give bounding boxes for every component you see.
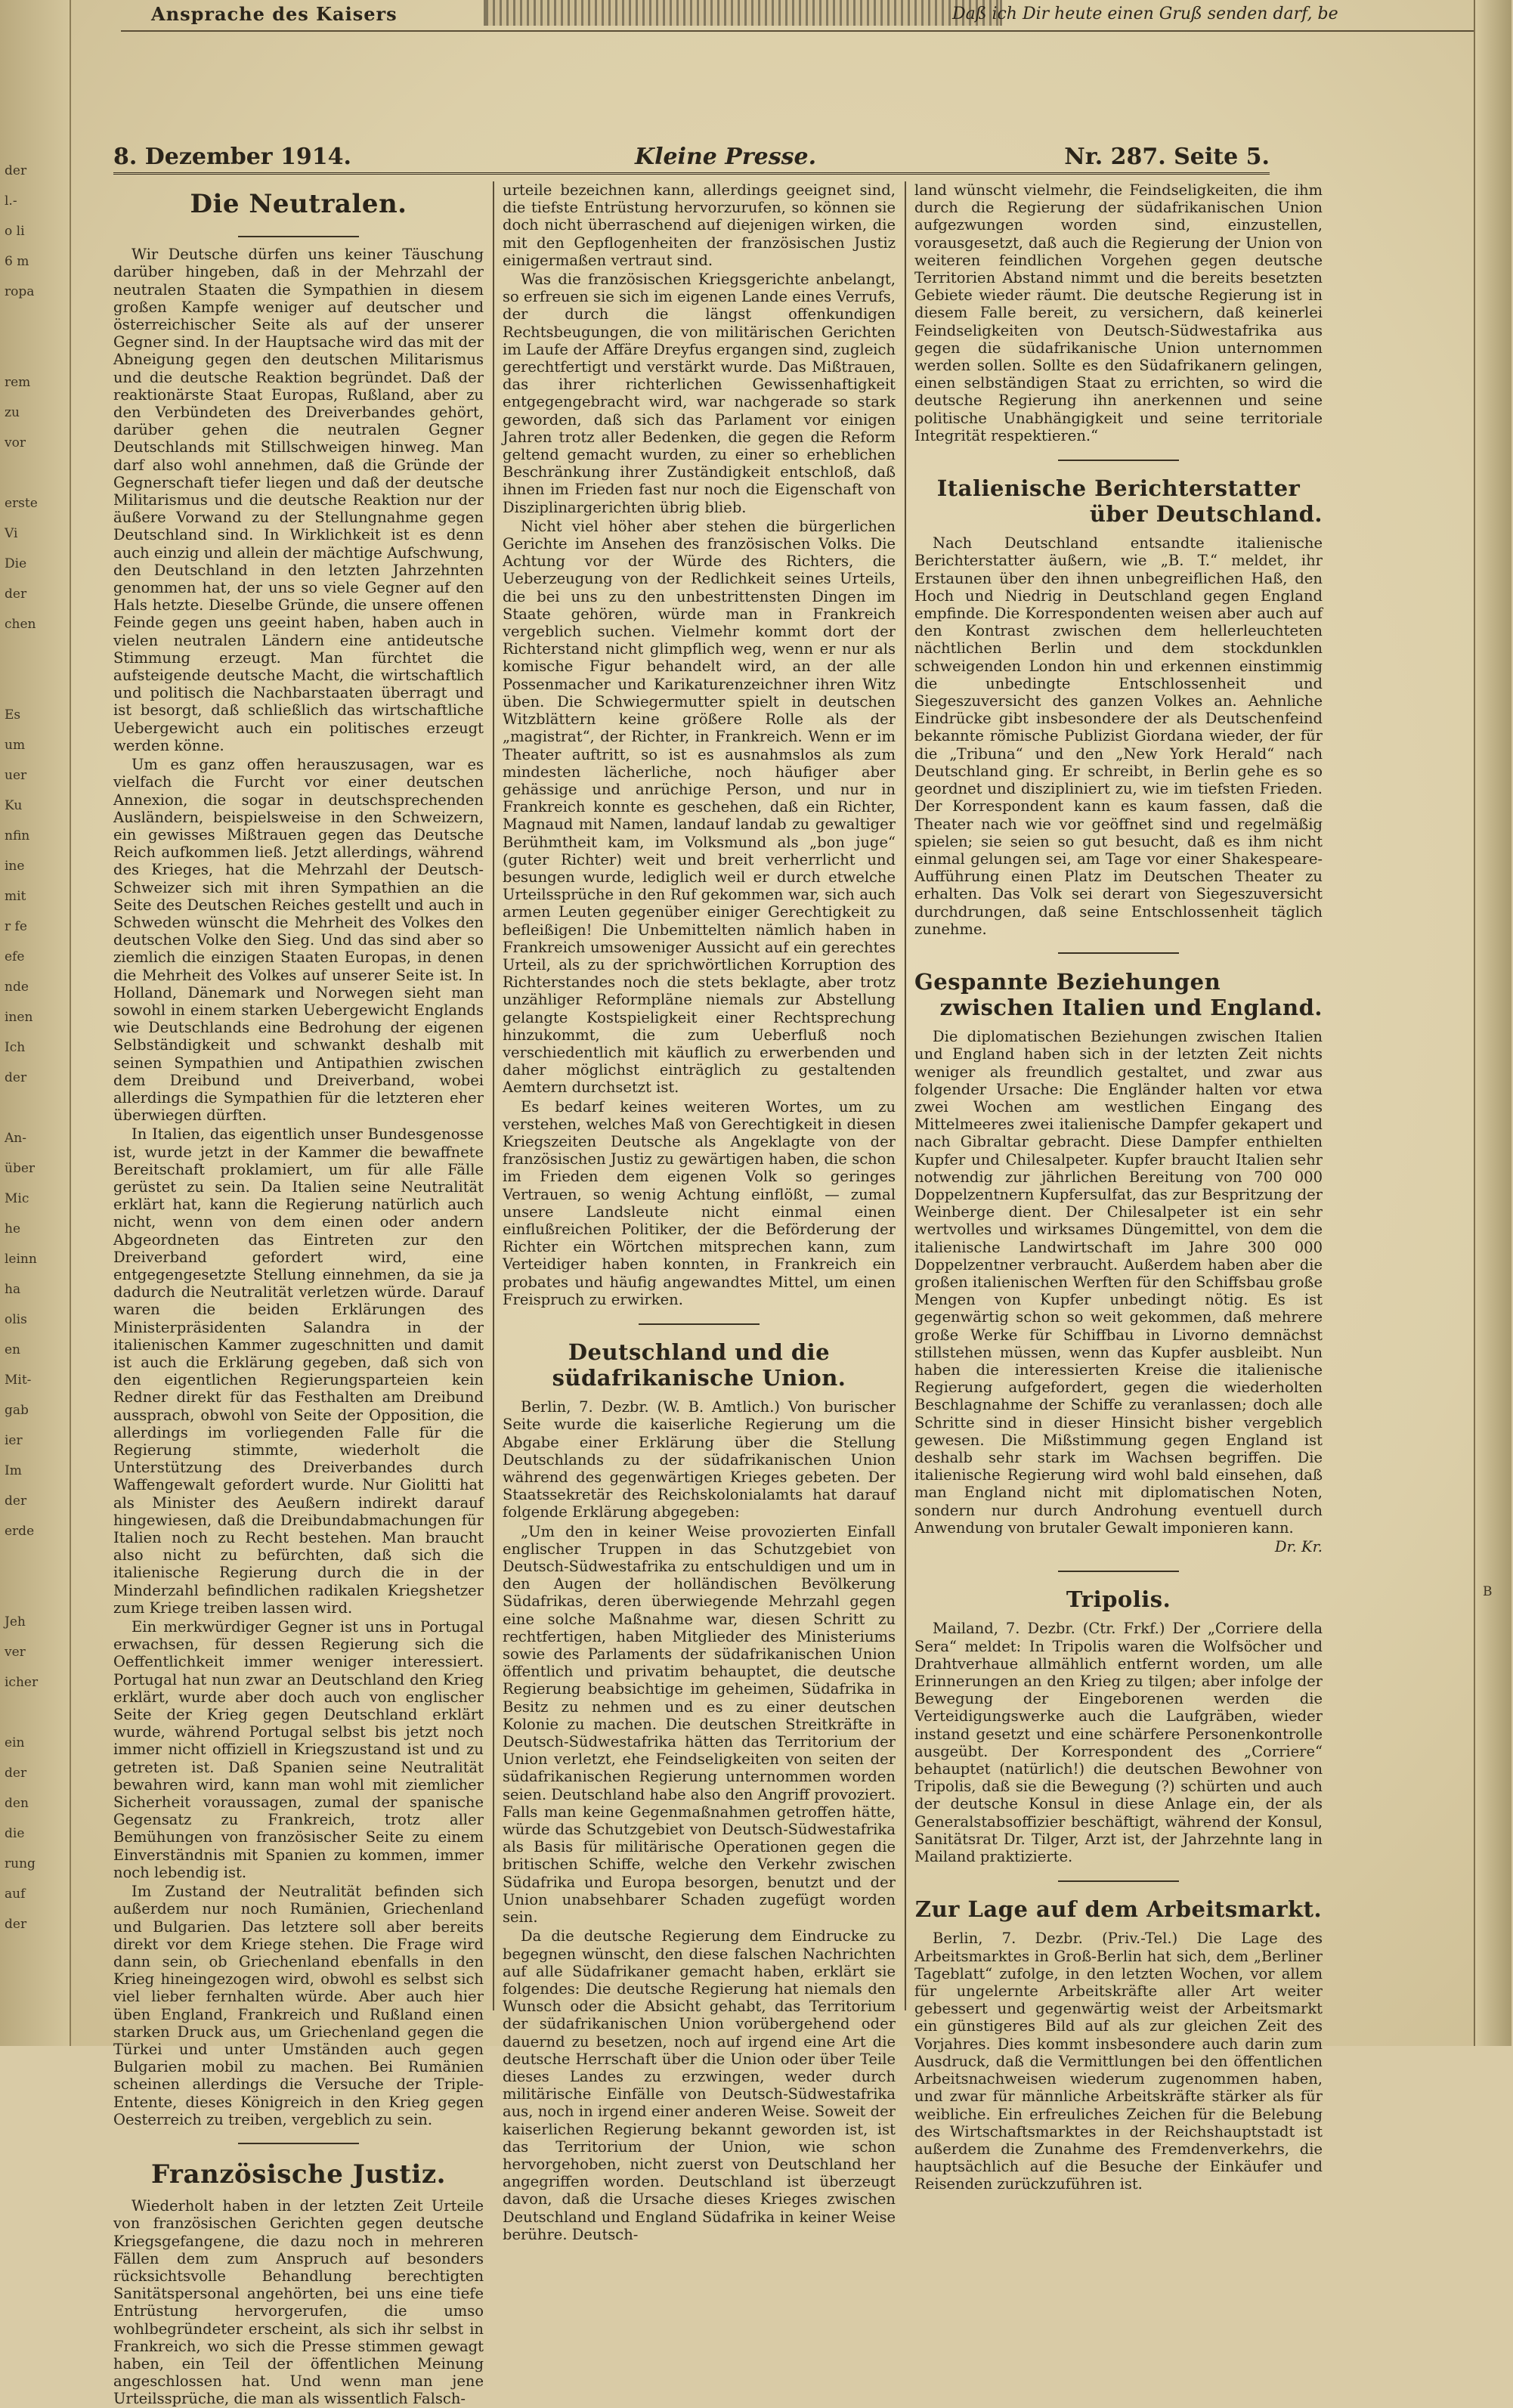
article-signature: Dr. Kr. xyxy=(1274,1538,1323,1556)
edge-text-fragment: rem xyxy=(5,375,31,390)
issue-date: 8. Dezember 1914. xyxy=(113,144,351,170)
article-headline-neutrals: Die Neutralen. xyxy=(190,189,407,219)
column-1 xyxy=(113,181,484,2408)
edge-text-fragment: Mit- xyxy=(5,1373,32,1388)
edge-text-fragment: Die xyxy=(5,556,27,571)
edge-text-fragment: olis xyxy=(5,1312,27,1327)
edge-text-fragment: leinn xyxy=(5,1252,37,1267)
headline-rule xyxy=(113,227,484,244)
edge-text-fragment: ver xyxy=(5,1645,26,1660)
edge-text-fragment: die xyxy=(5,1826,25,1841)
article-paragraph: Nicht viel höher aber stehen die bürgerlichen Gerichte im Ansehen des französischen Volks. Die Achtung vor der Würde des Richters, die Ueberzeugung von der Redlichkeit seines Urteils, die bei uns zu den unbestrittensten Dingen im Staate gehören, würde man in Frankreich vergeblich suchen. Vielmehr kommt dort der Richterstand nicht glimpflich weg, wenn er nur als komische Figur behandelt wird, an der alle Possenmacher und Karikaturenzeichner ihren Witz üben. Die Schwiegermutter spielt in deutschen Witzblättern keine größere Rolle als der „magistrat“, der Richter, in Frankreich. Wenn er im Theater auftritt, so ist es ausnahmslos als zum mindesten lächerliche, noch häufiger aber gehässige und anrüchige Person, und nur in Frankreich konnte es geschehen, daß ein Richter, Magnaud mit Namen, landauf landab zu gewaltiger Berühmtheit kam, im Volksmund als „bon juge“ (guter Richter) weit und breit verherrlicht und besungen wurde, lediglich weil er durch etwelche Urteilssprüche in den Ruf gekommen war, sich auch armen Leuten gegenüber einiger Gerechtigkeit zu befleißigen! Die Unbemittelten nämlich haben in Frankreich umsoweniger Aussicht auf ein gerechtes Urteil, als zu der sprichwörtlichen Korruption des Richterstandes noch die stets beklagte, aber trotz unzähliger Reformpläne niemals zur Abstellung gelangte Kostspieligkeit einer Rechtsprechung hinzukommt, die zum Ueberfluß noch verschiedentlich mit käuflich zu erwerbenden und daher möglichst einträglich zu gestaltenden Aemtern durchsetzt ist. xyxy=(503,517,896,1097)
column-2 xyxy=(503,181,896,2243)
edge-text-fragment: ein xyxy=(5,1735,25,1750)
edge-text-fragment: auf xyxy=(5,1886,26,1902)
edge-text-fragment: rung xyxy=(5,1856,36,1871)
top-illustration-fragment xyxy=(484,0,1002,26)
edge-text-fragment: ier xyxy=(5,1433,23,1448)
article-paragraph: urteile bezeichnen kann, allerdings geeignet sind, die tiefste Entrüstung hervorzurufen, so können sie doch nicht überraschend auf diejenigen wirken, die mit den Gepflogenheiten der französischen Justiz einigermaßen vertraut sind. xyxy=(503,181,896,269)
edge-text-fragment: erste xyxy=(5,496,38,511)
article-paragraph: Die diplomatischen Beziehungen zwischen Italien und England haben sich in der letzten Zeit nichts weniger als freundlich gestaltet, und zwar aus folgender Ursache: Die Engländer halten vor etwa zwei Wochen am westlichen Eingang des Mittelmeeres zwei italienische Dampfer gekapert und nach Gibraltar gebracht. Diese Dampfer enthielten Kupfer und Chilesalpeter. Kupfer braucht Italien sehr notwendig zur jährlichen Bereitung von 700 000 Doppelzentnern Kupfersulfat, das zur Bespritzung der Weinberge dient. Der Chilesalpeter ist ein sehr wertvolles und wirksames Düngemittel, von dem die italienische Landwirtschaft im Jahre 300 000 Doppelzentner verbraucht. Außerdem haben aber die großen italienischen Werften für den Schiffsbau große Mengen von Kupfer unbedingt nötig. Es ist gegenwärtig schon so weit gekommen, daß mehrere große Werke für Schiffbau in Livorno demnächst stillstehen müssen, wenn das Kupfer ausbleibt. Nun haben die interessierten Kreise die italienische Regierung aufgefordert, gegen die wiederholten Beschlagnahme der Schiffe zu veranlassen; doch alle Schritte sind in dieser Hinsicht bisher vergeblich gewesen. Die Mißstimmung gegen England ist deshalb sehr stark im Wachsen begriffen. Die italienische Regierung wird wohl bald einsehen, daß man England nicht mit diplomatischen Noten, sondern nur durch Androhung eventuell durch Anwendung von brutaler Gewalt imponieren kann. xyxy=(914,1028,1323,1537)
edge-text-fragment: icher xyxy=(5,1675,39,1690)
edge-text-fragment: nfin xyxy=(5,828,30,843)
edge-text-fragment: Im xyxy=(5,1463,22,1478)
section-rule xyxy=(914,1871,1323,1889)
edge-text-fragment: um xyxy=(5,738,26,753)
edge-text-fragment: Mic xyxy=(5,1191,29,1206)
article-headline-italian-reporters xyxy=(914,475,1323,501)
edge-text-fragment: ha xyxy=(5,1282,21,1297)
edge-text-fragment: der xyxy=(5,163,27,178)
article-headline-south-african-union: Deutschland und die südafrikanische Union. xyxy=(552,1339,846,1391)
article-headline-tripolis: Tripolis. xyxy=(1066,1586,1171,1613)
article-paragraph: Berlin, 7. Dezbr. (Priv.-Tel.) Die Lage des Arbeitsmarktes in Groß-Berlin hat sich, dem „Berliner Tageblatt“ zufolge, in den letzten Wochen, vor allem für ungelernte Arbeitskräfte aller Art weiter gebessert und gegenwärtig weist der Arbeitsmarkt ein günstigeres Bild auf als zur gleichen Zeit des Vorjahres. Dies kommt insbesondere auch darin zum Ausdruck, daß die Vermittlungen bei den öffentlichen Arbeitsnachweisen wiederum zugenommen haben, und zwar für männliche Arbeitskräfte stärker als für weibliche. Ein erfreuliches Zeichen für die Belebung des Wirtschaftsmarktes in der Reichshauptstadt ist außerdem die Zunahme des Fremdenverkehrs, die hauptsächlich auf die Besuche der Einkäufer und Reisenden zurückzuführen ist. xyxy=(914,1930,1323,2193)
article-paragraph: In Italien, das eigentlich unser Bundesgenosse ist, wurde jetzt in der Kammer die bewaffnete Bereitschaft proklamiert, um für alle Fälle gerüstet zu sein. Da Italien seine Neutralität erklärt hat, kann die Regierung natürlich auch nicht, wenn von dem einen oder andern Abgeordneten das Eintreten zur den Dreiverband gefordert wird, eine entgegengesetzte Stellung einnehmen, da sie ja dadurch die Neutralität verletzen würde. Darauf waren die beiden Erklärungen des Ministerpräsidenten Salandra in der italienischen Kammer zugeschnitten und damit ist auch die Erklärung gegeben, daß sich von den eigentlichen Regierungsparteien kein Redner direkt für das Festhalten am Dreibund aussprach, obwohl von Seite der Opposition, die allerdings im vorliegenden Falle für die Regierung stimmte, wiederholt die Unterstützung des Dreiverbandes durch Waffengewalt gefordert wurde. Nur Giolitti hat als Minister des Aeußern indirekt darauf hingewiesen, daß die Dreibundabmachungen für Italien noch zu Recht bestehen. Man braucht also nicht zu befürchten, daß sich die italienische Regierung durch die in der Minderzahl befindlichen radikalen Kriegshetzer zum Kriege treiben lassen wird. xyxy=(113,1125,484,1617)
top-left-caption: Ansprache des Kaisers xyxy=(151,3,398,25)
article-headline-italy-england-2 xyxy=(914,995,1323,1020)
edge-text-fragment: uer xyxy=(5,768,27,783)
article-paragraph: Nach Deutschland entsandte italienische Berichterstatter äußern, wie „B. T.“ meldet, ihr Erstaunen über den ihnen unbegreiflichen Haß, den Hoch und Niedrig in Deutschland gegen England empfinde. Die Korrespondenten weisen aber auch auf den Kontrast zwischen dem hellerleuchteten nächtlichen Berlin und dem stockdunklen schweigenden London hin und erkennen einstimmig die unbedingte Entschlossenheit und Siegeszuversicht des ganzen Volkes an. Aehnliche Eindrücke gibt insbesondere der als Deutschenfeind bekannte römische Publizist Giordana wieder, der für die „Tribuna“ und den „New York Herald“ nach Deutschland ging. Er schreibt, in Berlin gehe es so geordnet und diszipliniert zu, wie im tiefsten Frieden. Der Korrespondent kann es kaum fassen, daß die Theater nach wie vor geöffnet sind und regelmäßig spielen; sie seien so gut besucht, daß es ihm nicht einmal gelungen sei, am Tage vor einer Shakespeare-Aufführung einen Platz im Deutschen Theater zu erhalten. Das Volk sei derart von Siegeszuversicht durchdrungen, daß seine Entschlossenheit täglich zunehme. xyxy=(914,534,1323,938)
section-rule xyxy=(914,944,1323,961)
newspaper-title: Kleine Presse. xyxy=(635,144,817,170)
edge-text-fragment: Vi xyxy=(5,526,18,541)
edge-text-fragment: Ich xyxy=(5,1040,26,1055)
section-rule xyxy=(503,1314,896,1332)
section-rule xyxy=(914,450,1323,468)
column-rule xyxy=(905,181,906,2010)
edge-text-fragment: chen xyxy=(5,617,36,632)
article-paragraph: „Um den in keiner Weise provozierten Einfall englischer Truppen in das Schutzgebiet von Deutsch-Südwestafrika zu entschuldigen und um in den Augen der holländischen Bevölkerung Südafrikas, deren überwiegende Mehrzahl gegen eine solche Maßnahme war, diesen Schritt zu rechtfertigen, haben Mitglieder des Ministeriums sowie des Parlaments der südafrikanischen Union öffentlich und privatim behauptet, die deutsche Regierung beabsichtige im geheimen, Südafrika in Besitz zu nehmen und es zu einer deutschen Kolonie zu machen. Die deutschen Streitkräfte in Deutsch-Südwestafrika hätten das Territorium der Union verletzt, ehe Feindseligkeiten von seiten der südafrikanischen Regierung unternommen worden seien. Deutschland habe also den Angriff provoziert. Falls man keine Gegenmaßnahmen getroffen hätte, würde das Schutzgebiet von Deutsch-Südwestafrika als Basis für militärische Operationen gegen die britischen Schiffe, welche den Verkehr zwischen Südafrika und Europa besorgen, benutzt und der Union unabsehbarer Schaden zugefügt worden sein. xyxy=(503,1522,896,1927)
headline-line-2: über Deutschland. xyxy=(1089,501,1323,528)
article-headline-italian-reporters-2 xyxy=(914,501,1323,527)
edge-text-fragment: der xyxy=(5,1766,27,1781)
top-right-caption: Daß ich Dir heute einen Gruß senden darf, be xyxy=(952,5,1338,23)
edge-text-fragment: vor xyxy=(5,435,26,450)
article-paragraph: Wir Deutsche dürfen uns keiner Täuschung darüber hingeben, daß in der Mehrzahl der neutralen Staaten die Sympathien in diesem großen Kampfe weniger auf deutscher und österreichischer Seite als auf der unserer Gegner sind. In der Hauptsache wird das mit der Abneigung gegen den deutschen Militarismus und die deutsche Reaktion begründet. Daß der reaktionärste Staat Europas, Rußland, aber zu den Verbündeten des Dreiverbandes gehört, darüber gehen die neutralen Gegner Deutschlands mit Stillschweigen hinweg. Man darf also wohl annehmen, daß die Gründe der Gegnerschaft tiefer liegen und daß der deutsche Militarismus und die deutsche Reaktion nur der äußere Vorwand zu der Stellungnahme gegen Deutschland sind. In Wirklichkeit ist es denn auch einzig und allein der mächtige Aufschwung, den Deutschland in den letzten Jahrzehnten genommen hat, der uns so viele Gegner auf den Hals hetzte. Dieselbe Gründe, die unsere offenen Feinde gegen uns geeint haben, haben auch in vielen neutralen Ländern eine antideutsche Stimmung erzeugt. Man fürchtet die aufsteigende deutsche Macht, die wirtschaftlich und politisch die Nachbarstaaten überragt und ist besorgt, daß schließlich das wirtschaftliche Uebergewicht auch ein politisches erzeugt werden könne. xyxy=(113,246,484,754)
edge-text-fragment: r fe xyxy=(5,919,27,934)
article-paragraph: Um es ganz offen herauszusagen, war es vielfach die Furcht vor einer deutschen Annexion, die sogar in deutschsprechenden Ausländern, beispielsweise in den Schweizern, ein gewisses Mißtrauen gegen das Deutsche Reich aufkommen ließ. Jetzt allerdings, während des Krieges, hat die Mehrzahl der Deutsch-Schweizer sich mit ihren Sympathien an die Seite des Deutschen Reiches gestellt und auch in Schweden wünscht die Mehrheit des Volkes den deutschen Volke den Sieg. Und das sind aber so ziemlich die einzigen Staaten Europas, in denen die Mehrheit des Volkes auf unserer Seite ist. In Holland, Dänemark und Norwegen sieht man sowohl in einem starken Uebergewicht Englands wie Deutschlands eine Bedrohung der eigenen Selbständigkeit und schwankt deshalb mit seinen Sympathien und Antipathien zwischen dem Dreibund und Dreiverband, wobei allerdings die Sympathien für die letzteren eher überwiegen dürften. xyxy=(113,756,484,1125)
page-masthead xyxy=(113,142,1270,175)
headline-line-1: Italienische Berichterstatter xyxy=(936,475,1301,502)
right-page-edge xyxy=(1474,0,1511,2046)
edge-text-fragment: ine xyxy=(5,859,25,874)
article-paragraph: Es bedarf keines weiteren Wortes, um zu verstehen, welches Maß von Gerechtigkeit in diesen Kriegszeiten Deutsche als Angeklagte von der französischen Justiz zu gewärtigen haben, die schon im Frieden dem eigenen Volk so geringes Vertrauen, so wenig Achtung einflößt, — zumal unsere Landsleute nicht einmal einen einflußreichen Politiker, der die Beförderung der Richter ein Wörtchen mitsprechen kann, zum Verteidiger haben konnten, in Frankreich ein probates und häufig angewandtes Mittel, um einen Freispruch zu erwirken. xyxy=(503,1097,896,1308)
article-headline-italy-england xyxy=(914,969,1323,995)
article-headline-labor-market: Zur Lage auf dem Arbeitsmarkt. xyxy=(914,1896,1323,1923)
top-strip-previous-page xyxy=(121,0,1474,32)
section-rule xyxy=(113,2134,484,2152)
edge-text-fragment: en xyxy=(5,1342,21,1357)
edge-text-fragment: Ku xyxy=(5,798,23,813)
article-paragraph: Berlin, 7. Dezbr. (W. B. Amtlich.) Von burischer Seite wurde die kaiserliche Regierung um die Abgabe einer Erklärung über die Stellung Deutschlands zu der südafrikanischen Union während des gegenwärtigen Krieges gebeten. Der Staatssekretär des Reichskolonialamts hat darauf folgende Erklärung abgegeben: xyxy=(503,1398,896,1521)
edge-text-fragment: An- xyxy=(5,1131,26,1146)
edge-text-fragment: B xyxy=(1483,1584,1493,1599)
article-paragraph: Da die deutsche Regierung dem Eindrucke zu begegnen wünscht, den diese falschen Nachrichten auf alle Südafrikaner gemacht haben, erklärt sie folgendes: Die deutsche Regierung hat niemals den Wunsch oder die Absicht gehabt, das Territorium der südafrikanischen Union vorübergehend oder dauernd zu besetzen, noch auf irgend eine Art die deutsche Herrschaft über die Union oder über Teile dieses Landes zu erzwingen, weder durch militärische Einfälle von Deutsch-Südwestafrika aus, noch in irgend einer anderen Weise. Soweit der kaiserlichen Regierung bekannt geworden ist, ist das Territorium der Union, wie schon hervorgehoben, nicht zuerst von Deutschland her angegriffen worden. Deutschland ist überzeugt davon, daß die Ursache dieses Krieges zwischen Deutschland und England Südafrika in keiner Weise berühre. Deutsch- xyxy=(503,1927,896,2243)
article-headline-french-justice: Französische Justiz. xyxy=(151,2159,446,2190)
headline-line-1: Gespannte Beziehungen xyxy=(914,969,1221,995)
headline-line-2: zwischen Italien und England. xyxy=(939,995,1323,1021)
edge-text-fragment: nde xyxy=(5,980,29,995)
article-paragraph: land wünscht vielmehr, die Feindseligkeiten, die ihm durch die Regierung der südafrikanischen Union aufgezwungen worden sind, einzustellen, vorausgesetzt, daß auch die Regierung der Union von weiteren feindlichen Vorgehen gegen deutsche Territorien Abstand nimmt und die bereits besetzten Gebiete wieder räumt. Die deutsche Regierung ist in diesem Falle bereit, zu versichern, daß keinerlei Feindseligkeiten von Deutsch-Südwestafrika aus gegen die südafrikanische Union unternommen werden sollen. Sollte es den Südafrikanern gelingen, einen selbständigen Staat zu errichten, so wird die deutsche Regierung ihn anerkennen und seine politische Unabhängigkeit und seine territoriale Integrität respektieren.“ xyxy=(914,181,1323,444)
edge-text-fragment: ropa xyxy=(5,284,35,299)
edge-text-fragment: inen xyxy=(5,1010,33,1025)
edge-text-fragment: der xyxy=(5,1493,27,1509)
edge-text-fragment: der xyxy=(5,1917,27,1932)
section-rule xyxy=(914,1561,1323,1579)
issue-page-number: Nr. 287. Seite 5. xyxy=(1064,144,1270,170)
column-rule xyxy=(493,181,494,2010)
edge-text-fragment: der xyxy=(5,1070,27,1085)
edge-text-fragment: über xyxy=(5,1161,36,1176)
edge-text-fragment: efe xyxy=(5,949,25,964)
edge-text-fragment: he xyxy=(5,1221,21,1236)
left-page-edge xyxy=(0,0,71,2046)
article-paragraph: Im Zustand der Neutralität befinden sich außerdem nur noch Rumänien, Griechenland und Bulgarien. Das letztere soll aber bereits direkt vor dem Kriege stehen. Die Frage wird dann sein, ob Griechenland ebenfalls in den Krieg hineingezogen wird, obwohl es selbst sich viel lieber fernhalten würde. Aber auch hier üben England, Frankreich und Rußland einen starken Druck aus, um Griechenland gegen die Türkei und unter Umständen auch gegen Bulgarien mobil zu machen. Bei Rumänien scheinen allerdings die Versuche der Triple-Entente, dieses Königreich in den Krieg gegen Oesterreich zu treiben, vergeblich zu sein. xyxy=(113,1883,484,2128)
article-paragraph: Ein merkwürdiger Gegner ist uns in Portugal erwachsen, für dessen Regierung sich die Oeffentlichkeit immer weniger interessiert. Portugal hat nun zwar an Deutschland den Krieg erklärt, wurde aber doch auch von englischer Seite der Krieg gegen Deutschland erklärt wurde, während Portugal selbst bis jetzt noch immer nicht offiziell in Kriegszustand ist und zu getreten ist. Daß Spanien seine Neutralität bewahren wird, kann man wohl mit ziemlicher Sicherheit voraussagen, zumal der spanische Gegensatz zu Frankreich, trotz aller Bemühungen von französischer Seite zu einem Einverständnis mit Spanien zu kommen, immer noch lebendig ist. xyxy=(113,1618,484,1881)
edge-text-fragment: o li xyxy=(5,224,25,239)
edge-text-fragment: zu xyxy=(5,405,20,420)
article-paragraph: Mailand, 7. Dezbr. (Ctr. Frkf.) Der „Corriere della Sera“ meldet: In Tripolis waren die Wolfsöcher und Drahtverhaue allmählich entfernt worden, um alle Erinnerungen an den Krieg zu tilgen; aber infolge der Bewegung der Eingeborenen werden die Verteidigungswerke auch die Laufgräben, wieder instand gesetzt und eine schärfere Personenkontrolle ausgeübt. Der Korrespondent des „Corriere“ behauptet (natürlich!) die deutschen Bewohner von Tripolis, daß sie die Bewegung (?) schürten und auch der deutsche Konsul in diese Anlage ein, der als Generalstabsoffizier beschäftigt, während der Konsul, Sanitätsrat Dr. Tilger, Arzt ist, der Jahrzehnte lang in Mailand praktizierte. xyxy=(914,1620,1323,1866)
edge-text-fragment: l.- xyxy=(5,193,17,209)
edge-text-fragment: Jeh xyxy=(5,1614,26,1630)
article-paragraph: Was die französischen Kriegsgerichte anbelangt, so erfreuen sie sich im eigenen Lande eines Verrufs, der durch die längst offenkundigen Rechtsbeugungen, die von militärischen Gerichten im Laufe der Affäre Dreyfus ergangen sind, zugleich gerechtfertigt und verstärkt wurde. Das Mißtrauen, das ihrer richterlichen Gewissenhaftigkeit entgegengebracht wird, war nachgerade so stark geworden, daß sich das Parlament vor einigen Jahren trotz aller Bedenken, die gegen die Reform geltend gemacht wurden, zu einer so erheblichen Beschränkung ihrer Zuständigkeit entschloß, daß ihnen im Frieden fast nur noch die Eigenschaft von Disziplinargerichten übrig blieb. xyxy=(503,271,896,516)
edge-text-fragment: den xyxy=(5,1796,29,1811)
edge-text-fragment: Es xyxy=(5,707,21,723)
edge-text-fragment: erde xyxy=(5,1524,35,1539)
edge-text-fragment: 6 m xyxy=(5,254,29,269)
edge-text-fragment: der xyxy=(5,587,27,602)
edge-text-fragment: gab xyxy=(5,1403,29,1418)
article-paragraph: Wiederholt haben in der letzten Zeit Urteile von französischen Gerichten gegen deutsche Kriegsgefangene, die dazu noch in mehreren Fällen dem zum Anspruch auf besonders rücksichtsvolle Behandlung berechtigten Sanitätspersonal angehörten, bei uns eine tiefe Entrüstung hervorgerufen, die umso wohlbegründeter erscheint, als sich ihr selbst in Frankreich, wo sich die Presse stimmen gewagt haben, ein Teil der öffentlichen Meinung angeschlossen hat. Und wenn man jene Urteilssprüche, die man als wissentlich Falsch- xyxy=(113,2197,484,2408)
edge-text-fragment: mit xyxy=(5,889,26,904)
column-3 xyxy=(914,181,1323,2193)
